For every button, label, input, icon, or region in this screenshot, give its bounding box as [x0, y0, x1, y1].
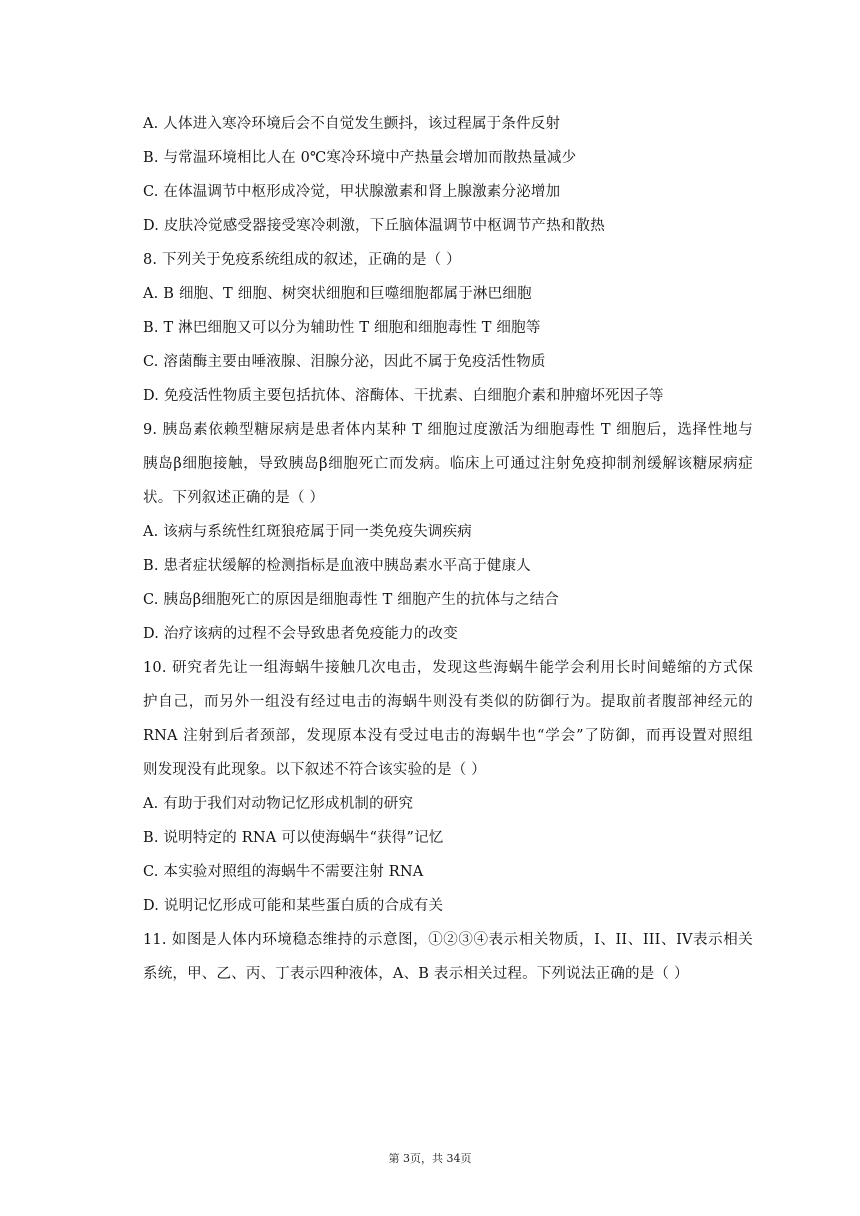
page-footer: 第 3页，共 34页	[388, 1152, 472, 1165]
text-line: B. 说明特定的 RNA 可以使海蜗牛“获得”记忆	[143, 830, 444, 846]
text-line: 10. 研究者先让一组海蜗牛接触几次电击，发现这些海蜗牛能学会利用长时间蜷缩的方式保	[143, 660, 753, 676]
text-line: B. T 淋巴细胞又可以分为辅助性 T 细胞和细胞毒性 T 细胞等	[143, 320, 541, 336]
text-line: 则发现没有此现象。以下叙述不符合该实验的是（ ）	[143, 762, 486, 778]
text-line: C. 在体温调节中枢形成冷觉，甲状腺激素和肾上腺激素分泌增加	[143, 184, 561, 200]
text-line: D. 治疗该病的过程不会导致患者免疫能力的改变	[143, 626, 458, 642]
text-line: D. 说明记忆形成可能和某些蛋白质的合成有关	[143, 898, 444, 914]
text-line: A. 该病与系统性红斑狼疮属于同一类免疫失调疾病	[143, 524, 472, 540]
text-line: 状。下列叙述正确的是（ ）	[143, 490, 325, 506]
page-content	[143, 107, 753, 991]
text-line: 系统，甲、乙、丙、丁表示四种液体，A、B 表示相关过程。下列说法正确的是（ ）	[143, 966, 689, 982]
text-line: 护自己，而另外一组没有经过电击的海蜗牛则没有类似的防御行为。提取前者腹部神经元的	[143, 694, 753, 710]
text-line: 8. 下列关于免疫系统组成的叙述，正确的是（ ）	[143, 252, 461, 268]
text-line: 9. 胰岛素依赖型糖尿病是患者体内某种 T 细胞过度激活为细胞毒性 T 细胞后，选择性地与	[143, 422, 753, 438]
text-line: D. 免疫活性物质主要包括抗体、溶酶体、干扰素、白细胞介素和肿瘤坏死因子等	[143, 388, 664, 404]
text-line: C. 胰岛β细胞死亡的原因是细胞毒性 T 细胞产生的抗体与之结合	[143, 592, 559, 608]
text-line: C. 溶菌酶主要由唾液腺、泪腺分泌，因此不属于免疫活性物质	[143, 354, 546, 370]
text-line: C. 本实验对照组的海蜗牛不需要注射 RNA	[143, 864, 424, 880]
text-line: B. 与常温环境相比人在 0℃寒冷环境中产热量会增加而散热量减少	[143, 150, 577, 166]
text-line: B. 患者症状缓解的检测指标是血液中胰岛素水平高于健康人	[143, 558, 531, 574]
text-line: A. 人体进入寒冷环境后会不自觉发生颤抖，该过程属于条件反射	[143, 116, 561, 132]
text-line: 胰岛β细胞接触，导致胰岛β细胞死亡而发病。临床上可通过注射免疫抑制剂缓解该糖尿病症	[143, 456, 753, 472]
text-line: A. B 细胞、T 细胞、树突状细胞和巨噬细胞都属于淋巴细胞	[143, 286, 532, 302]
text-line: D. 皮肤冷觉感受器接受寒冷刺激，下丘脑体温调节中枢调节产热和散热	[143, 218, 605, 234]
text-line: A. 有助于我们对动物记忆形成机制的研究	[143, 796, 414, 812]
text-line: RNA 注射到后者颈部，发现原本没有受过电击的海蜗牛也“学会”了防御，而再设置对照组	[143, 728, 753, 744]
text-line: 11. 如图是人体内环境稳态维持的示意图，①②③④表示相关物质，I、II、III、IV表示相关	[143, 932, 753, 948]
